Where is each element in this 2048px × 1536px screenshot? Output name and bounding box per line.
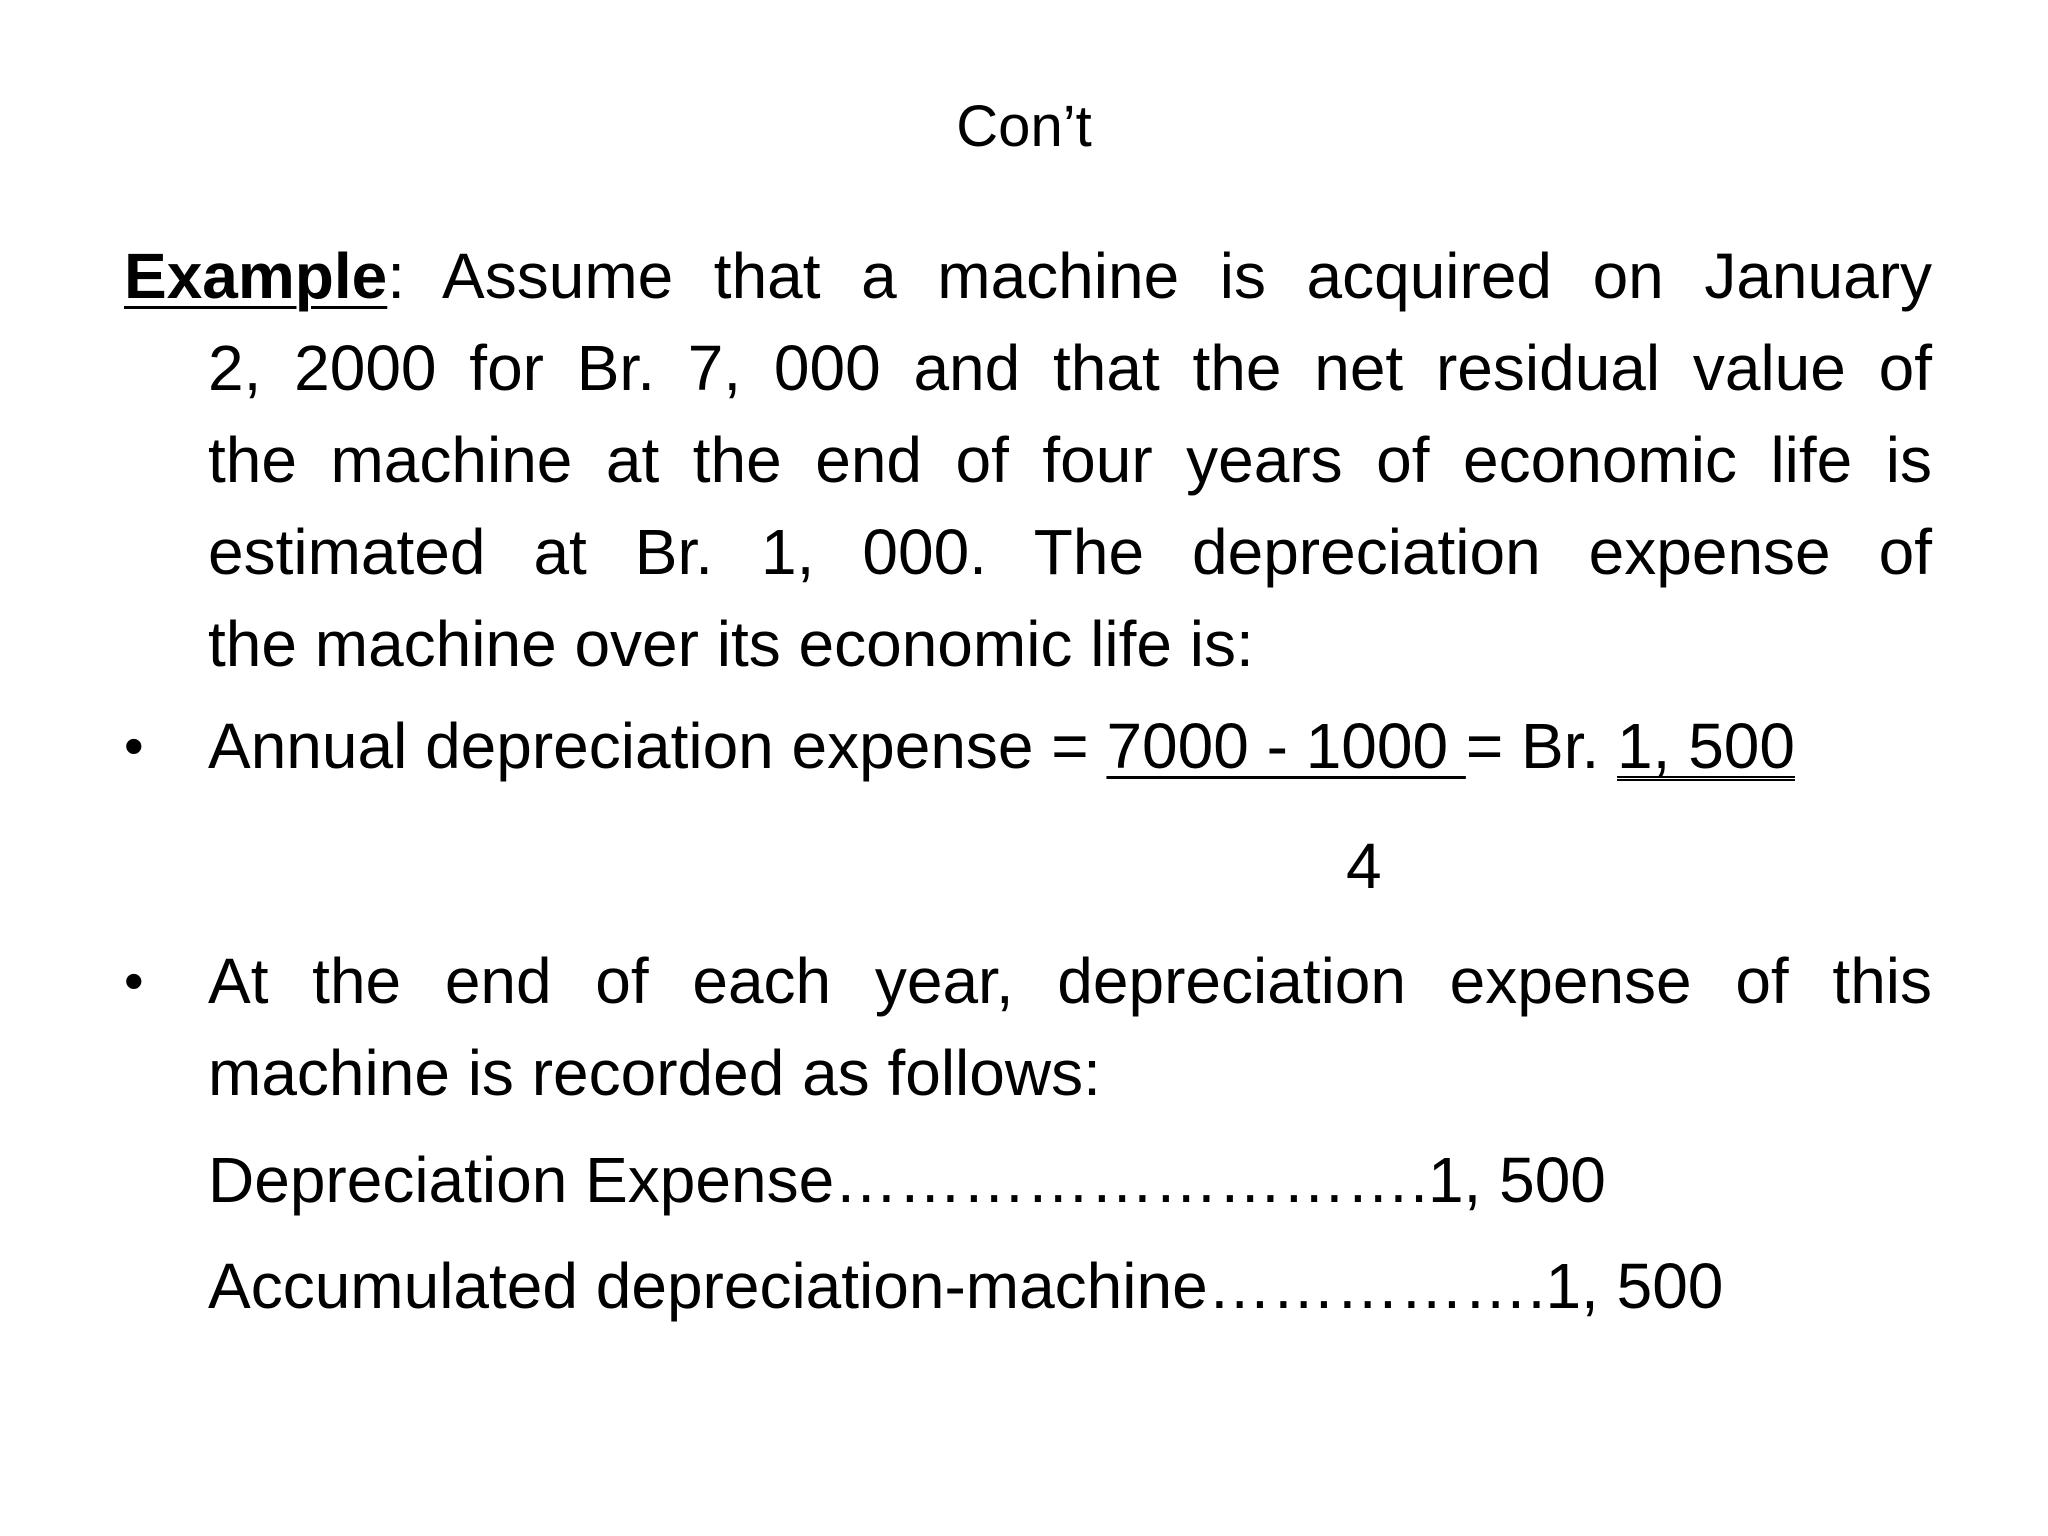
- bullet-2-paragraph: [208, 935, 1932, 1119]
- formula-line: [208, 700, 1932, 792]
- bullet-marker-2: •: [124, 949, 144, 1012]
- journal-entry-credit: Accumulated depreciation-machine…………….1, 500: [208, 1250, 1724, 1322]
- example-line-2: 2, 2000 for Br. 7, 000 and that the net residual value of: [208, 332, 1932, 404]
- formula-denominator: 4: [1346, 830, 1382, 902]
- example-line-4: estimated at Br. 1, 000. The depreciation expense of: [208, 516, 1932, 588]
- bullet-marker-1: •: [124, 714, 144, 777]
- example-label: Example: [124, 240, 388, 312]
- bullet-2-line-2: machine is recorded as follows:: [208, 1037, 1101, 1109]
- example-line-5: the machine over its economic life is:: [208, 608, 1254, 680]
- journal-entry-debit: Depreciation Expense……………………….1, 500: [208, 1144, 1606, 1216]
- slide-title: Con’t: [956, 94, 1092, 159]
- example-colon: :: [387, 240, 406, 312]
- formula-result: 1, 500: [1617, 710, 1795, 782]
- formula-equals: = Br.: [1465, 710, 1618, 782]
- example-line-1-text: Assume that a machine is acquired on January: [405, 240, 1932, 312]
- example-line-1: [124, 230, 1932, 322]
- formula-numerator: 7000 - 1000: [1106, 710, 1466, 782]
- bullet-2-line-1: At the end of each year, depreciation expense of this: [208, 945, 1932, 1017]
- formula-lead: Annual depreciation expense =: [208, 710, 1107, 782]
- example-line-3: the machine at the end of four years of economic life is: [208, 424, 1932, 496]
- example-paragraph: [124, 230, 1932, 690]
